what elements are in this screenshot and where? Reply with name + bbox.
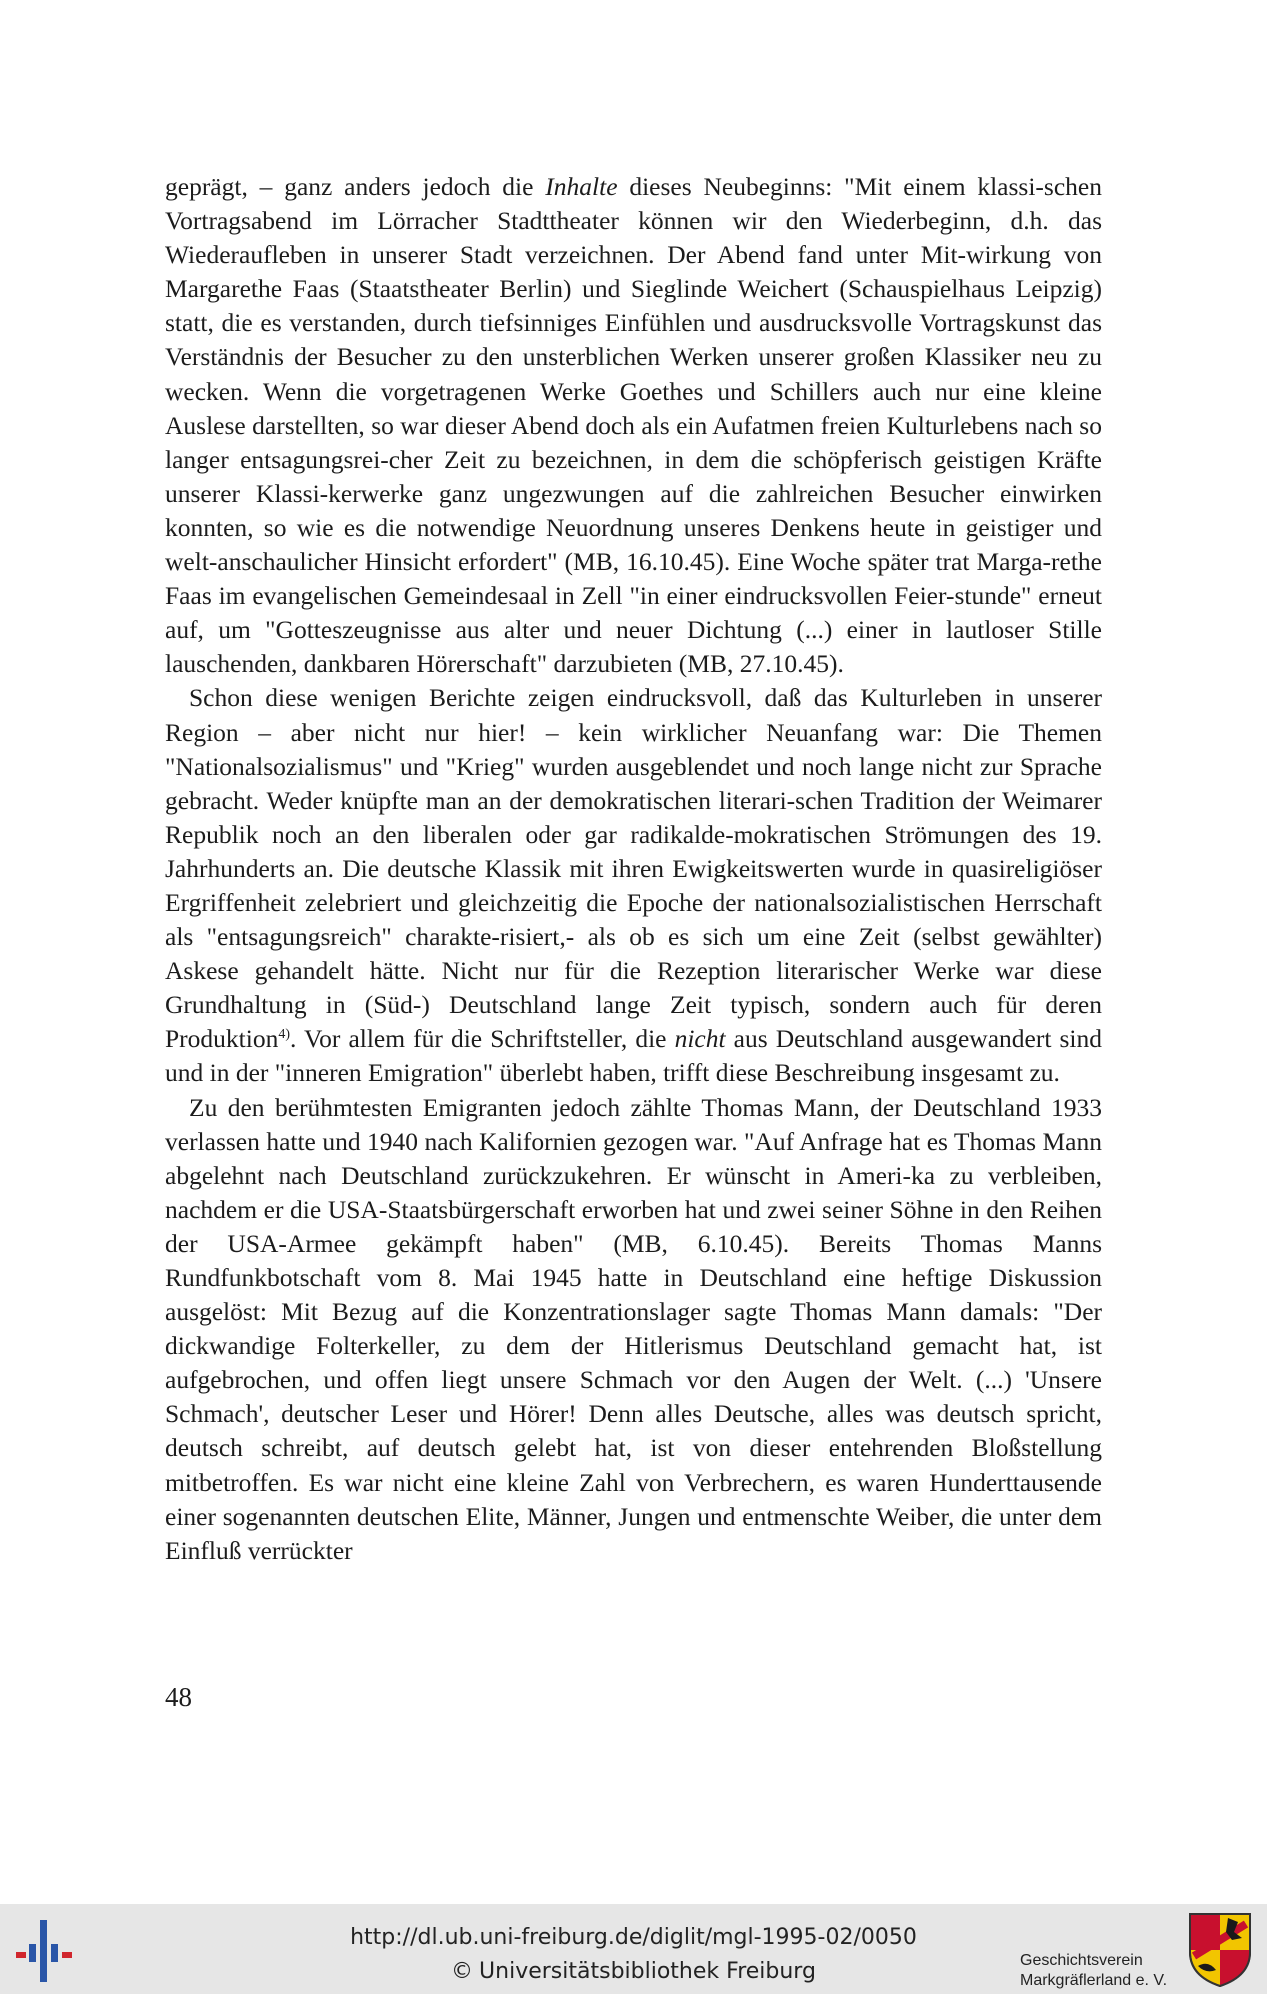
text-run: geprägt, – ganz anders jedoch die xyxy=(165,172,546,201)
text-run: dieses Neubeginns: "Mit einem klassi-schen Vortragsabend im Lörracher Stadttheater können wir den Wiederbeginn, d.h. das Wiederaufleben in unserer Stadt verzeichnen. Der Abend fand unter Mit-wirkung von Margarethe Faas (Staatstheater Berlin) und Sieglinde Weichert (Schauspielhaus Leipzig) statt, die es verstanden, durch tiefsinniges Einfühlen und ausdrucksvolle Vortragskunst das Verständnis der Besucher zu den unsterblichen Werken unserer großen Klassiker neu zu wecken. Wenn die vorgetragenen Werke Goethes und Schillers auch nur eine kleine Auslese darstellten, so war dieser Abend doch als ein Aufatmen freien Kulturlebens nach so langer entsagungsrei-cher Zeit zu bezeichnen, in dem die schöpferisch geistigen Kräfte unserer Klassi-kerwerke ganz ungezwungen auf die zahlreichen Besucher einwirken konnten, so wie es die notwendige Neuordnung unseres Denkens heute in geistiger und welt-anschaulicher Hinsicht erfordert" (MB, 16.10.45). Eine Woche später trat Marga-rethe Faas im evangelischen Gemeindesaal in Zell "in einer eindrucksvollen Feier-stunde" erneut auf, um "Gotteszeugnisse aus alter und neuer Dichtung (...) einer in lautloser Stille lauschenden, dankbaren Hörerschaft" darzubieten (MB, 27.10.45). xyxy=(165,172,1102,679)
text-run: Schon diese wenigen Berichte zeigen eindrucksvoll, daß das Kulturleben in unserer Region – aber nicht nur hier! – kein wirklicher Neuanfang war: Die Themen "Nationalsozialismus" und "Krieg" wurden ausgeblendet und noch lange nicht zur Sprache gebracht. Weder knüpfte man an der demokratischen literari-schen Tradition der Weimarer Republik noch an den liberalen oder gar radikalde-mokratischen Strömungen des 19. Jahrhunderts an. Die deutsche Klassik mit ihren Ewigkeitswerten wurde in quasireligiöser Ergriffenheit zelebriert und gleichzeitig die Epoche der nationalsozialistischen Herrschaft als "entsagungsreich" charakte-risiert,- als ob es sich um eine Zeit (selbst gewählter) Askese gehandelt hätte. Nicht nur für die Rezeption literarischer Werke war diese Grundhaltung in (Süd-) Deutschland lange Zeit typisch, sondern auch für deren Produktion xyxy=(165,683,1102,1054)
text-run: Zu den berühmtesten Emigranten jedoch zählte Thomas Mann, der Deutschland 1933 verlassen hatte und 1940 nach Kalifornien gezogen war. "Auf Anfrage hat es Thomas Mann abgelehnt nach Deutschland zurückzukehren. Er wünscht in Ameri-ka zu verbleiben, nachdem er die USA-Staatsbürgerschaft erworben hat und zwei seiner Söhne in den Reihen der USA-Armee gekämpft haben" (MB, 6.10.45). Bereits Thomas Manns Rundfunkbotschaft vom 8. Mai 1945 hatte in Deutschland eine heftige Diskussion ausgelöst: Mit Bezug auf die Konzentrationslager sagte Thomas Mann damals: "Der dickwandige Folterkeller, zu dem der Hitlerismus Deutschland gemacht hat, ist aufgebrochen, und offen liegt unsere Schmach vor den Augen der Welt. (...) 'Unsere Schmach', deutscher Leser und Hörer! Denn alles Deutsche, alles was deutsch spricht, deutsch schreibt, auf deutsch gelebt hat, ist von dieser entehrenden Bloßstellung mitbetroffen. Es war nicht eine kleine Zahl von Verbrechern, es waren Hunderttausende einer sogenannten deutschen Elite, Männer, Jungen und entmenschte Weiber, die unter dem Einfluß verrückter xyxy=(165,1092,1102,1565)
society-name xyxy=(1020,1951,1167,1991)
paragraph xyxy=(165,1091,1102,1568)
footer-url-link[interactable]: http://dl.ub.uni-freiburg.de/diglit/mgl-1995-02/0050 xyxy=(350,1925,917,1950)
paragraph xyxy=(165,170,1102,681)
footnote-ref: 4) xyxy=(278,1027,291,1043)
main-text xyxy=(165,170,1102,1568)
emphasis: Inhalte xyxy=(545,172,618,201)
text-run: . Vor allem für die Schriftsteller, die xyxy=(290,1024,675,1054)
page-number: 48 xyxy=(165,1682,192,1712)
paragraph xyxy=(165,681,1102,1090)
text-run: aus Deutschland ausgewandert sind und in der "inneren Emigration" überlebt haben, trifft diese Beschreibung insgesamt zu. xyxy=(165,1024,1103,1088)
society-name-line2: Markgräflerland e. V. xyxy=(1020,1972,1168,1989)
society-name-line1: Geschichtsverein xyxy=(1020,1952,1143,1969)
copyright-symbol: © xyxy=(451,1959,474,1984)
copyright-text: Universitätsbibliothek Freiburg xyxy=(479,1959,816,1984)
coat-of-arms-icon[interactable] xyxy=(1188,1912,1252,1988)
emphasis: nicht xyxy=(674,1024,726,1054)
footer-bar xyxy=(0,1904,1267,1994)
